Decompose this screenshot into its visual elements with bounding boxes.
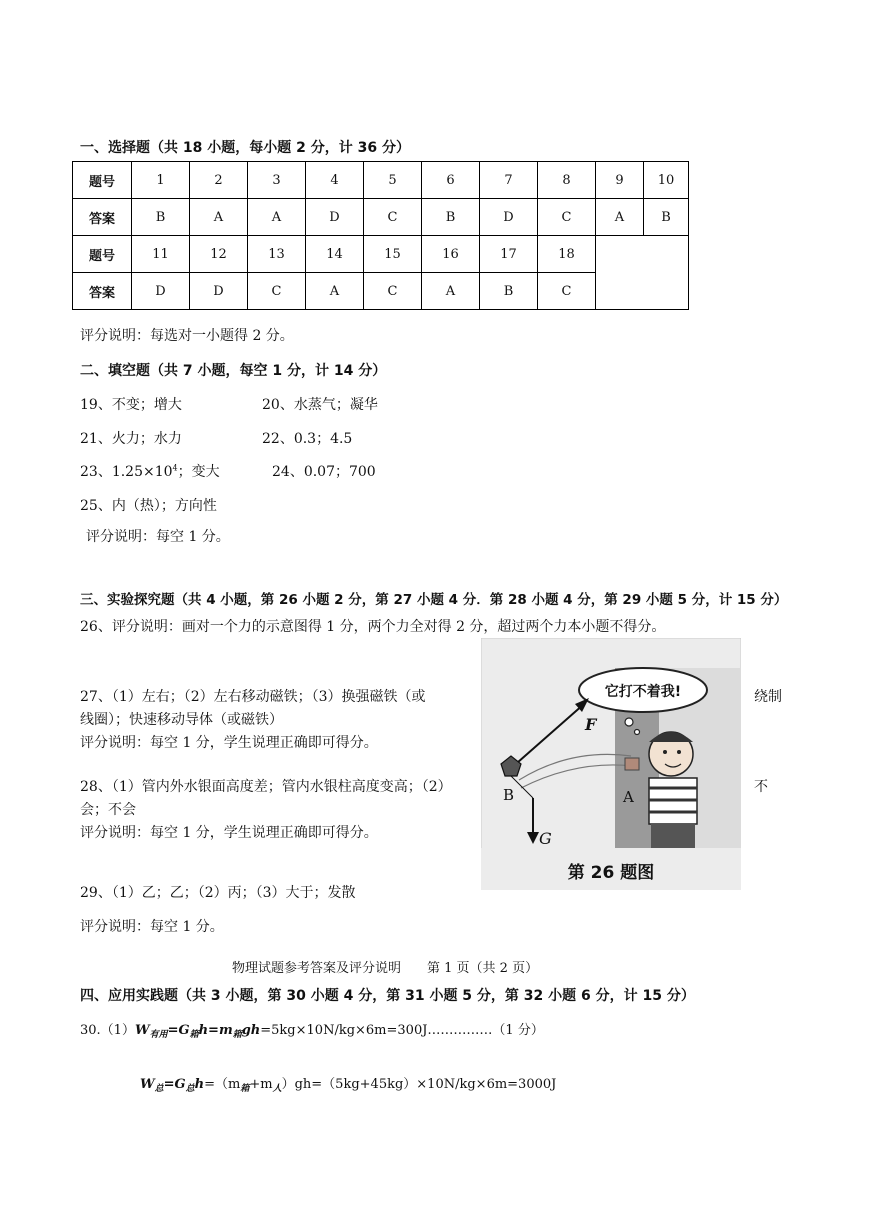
figure-26 xyxy=(481,638,741,890)
cell-ans: B xyxy=(132,199,190,236)
formula-w-total: W xyxy=(140,1077,155,1092)
cell-num: 14 xyxy=(306,236,364,273)
cell-ans: C xyxy=(364,199,422,236)
cell-ans: D xyxy=(306,199,364,236)
answer-30-line1 xyxy=(80,1019,544,1040)
cell-ans: A xyxy=(306,273,364,310)
answer-23-suffix: ；变大 xyxy=(177,464,220,480)
cell-num: 6 xyxy=(422,162,480,199)
cell-num: 10 xyxy=(644,162,689,199)
formula-w: W xyxy=(134,1023,150,1038)
figure-26-illustration xyxy=(481,638,741,890)
cell-num: 7 xyxy=(480,162,538,199)
answer-21: 21、火力；水力 xyxy=(80,431,182,447)
section4-title: 四、应用实践题（共 3 小题，第 30 小题 4 分，第 31 小题 5 分，第 32 小题 6 分，计 15 分） xyxy=(80,988,695,1004)
cell-num: 17 xyxy=(480,236,538,273)
answer-20: 20、水蒸气；凝华 xyxy=(262,397,378,413)
answer-28-line2: 会；不会 xyxy=(80,802,136,818)
cell-ans: C xyxy=(364,273,422,310)
answer-30-prefix: 30.（1） xyxy=(80,1023,135,1038)
cell-ans: D xyxy=(132,273,190,310)
empty-cell xyxy=(596,236,689,310)
cell-ans: D xyxy=(190,273,248,310)
cell-num: 4 xyxy=(306,162,364,199)
cell-ans: B xyxy=(422,199,480,236)
cell-ans: D xyxy=(480,199,538,236)
table-row xyxy=(73,236,689,273)
answer-28-right: 不 xyxy=(754,779,768,795)
answer-29: 29、（1）乙；乙；（2）丙；（3）大于；发散 xyxy=(80,885,356,901)
cell-num: 18 xyxy=(538,236,596,273)
cell-num: 16 xyxy=(422,236,480,273)
figure-label-a: A xyxy=(623,788,634,806)
answer-22: 22、0.3；4.5 xyxy=(262,431,353,447)
cell-num: 1 xyxy=(132,162,190,199)
cell-ans: C xyxy=(538,199,596,236)
answer-19: 19、不变；增大 xyxy=(80,397,182,413)
cell-ans: A xyxy=(190,199,248,236)
figure-bubble-text: 它打不着我! xyxy=(604,684,682,700)
cell-ans: A xyxy=(248,199,306,236)
figure-label-f: F xyxy=(585,715,597,734)
answer-26: 26、评分说明：画对一个力的示意图得 1 分，两个力全对得 2 分，超过两个力本小题不得分。 xyxy=(80,619,666,635)
formula-eq1: =G xyxy=(167,1023,190,1038)
section1-title: 一、选择题（共 18 小题，每小题 2 分，计 36 分） xyxy=(80,140,410,156)
row-label-num: 题号 xyxy=(73,162,132,199)
formula-total-eq1: =G xyxy=(163,1077,186,1092)
cell-num: 5 xyxy=(364,162,422,199)
formula-m-sub: 箱 xyxy=(232,1030,242,1040)
answer-23-value: 23、1.25×10 xyxy=(80,464,173,480)
figure-label-g: G xyxy=(539,829,552,848)
cell-num: 12 xyxy=(190,236,248,273)
answer-table xyxy=(72,161,689,310)
formula-total-eq2: h xyxy=(194,1077,205,1092)
row-label-ans: 答案 xyxy=(73,199,132,236)
cell-num: 15 xyxy=(364,236,422,273)
cell-num: 11 xyxy=(132,236,190,273)
cell-ans: C xyxy=(248,273,306,310)
table-row xyxy=(73,199,689,236)
formula-eq3: gh xyxy=(241,1023,261,1038)
figure-caption: 第 26 题图 xyxy=(567,863,655,883)
answer-29-note: 评分说明：每空 1 分。 xyxy=(80,919,224,935)
formula-result: =5kg×10N/kg×6m=300J……………（1 分） xyxy=(260,1023,544,1038)
answer-28-line1: 28、（1）管内外水银面高度差；管内水银柱高度变高；（2） xyxy=(80,779,452,795)
figure-label-b: B xyxy=(503,786,515,804)
section2-title: 二、填空题（共 7 小题，每空 1 分，计 14 分） xyxy=(80,363,387,379)
answer-27-note: 评分说明：每空 1 分，学生说理正确即可得分。 xyxy=(80,735,378,751)
answer-30-line2 xyxy=(140,1073,556,1094)
answer-27-line2: 线圈）；快速移动导体（或磁铁） xyxy=(80,712,283,728)
cell-num: 3 xyxy=(248,162,306,199)
formula-g-sub: 箱 xyxy=(189,1030,199,1040)
section3-title: 三、实验探究题（共 4 小题，第 26 小题 2 分，第 27 小题 4 分．第 28 小题 4 分，第 29 小题 5 分，计 15 分） xyxy=(80,592,788,608)
answer-27-line1: 27、（1）左右；（2）左右移动磁铁；（3）换强磁铁（或 xyxy=(80,689,426,705)
formula-total-part1: =（m xyxy=(204,1077,241,1092)
page-footer: 物理试题参考答案及评分说明 第 1 页（共 2 页） xyxy=(232,961,539,976)
row-label-ans: 答案 xyxy=(73,273,132,310)
answer-23 xyxy=(80,461,220,481)
formula-total-result: ）gh=（5kg+45kg）×10N/kg×6m=3000J xyxy=(281,1077,557,1092)
cell-num: 8 xyxy=(538,162,596,199)
cell-num: 13 xyxy=(248,236,306,273)
formula-w-sub: 有用 xyxy=(149,1030,168,1040)
answer-25: 25、内（热）；方向性 xyxy=(80,498,217,514)
section2-note: 评分说明：每空 1 分。 xyxy=(86,529,230,545)
cell-ans: B xyxy=(480,273,538,310)
formula-m2-sub: 人 xyxy=(272,1084,282,1094)
formula-g-total-sub: 总 xyxy=(185,1084,195,1094)
formula-eq2: h=m xyxy=(198,1023,233,1038)
answer-27-right: 绕制 xyxy=(754,689,782,705)
answer-24: 24、0.07；700 xyxy=(272,464,376,480)
formula-plus: +m xyxy=(249,1077,273,1092)
table-row xyxy=(73,162,689,199)
row-label-num: 题号 xyxy=(73,236,132,273)
cell-ans: A xyxy=(422,273,480,310)
cell-ans: A xyxy=(596,199,644,236)
formula-w-total-sub: 总 xyxy=(154,1084,164,1094)
section1-note: 评分说明：每选对一小题得 2 分。 xyxy=(80,328,294,344)
cell-num: 9 xyxy=(596,162,644,199)
answer-23-exponent: 4 xyxy=(172,463,178,473)
cell-ans: B xyxy=(644,199,689,236)
cell-ans: C xyxy=(538,273,596,310)
answer-28-note: 评分说明：每空 1 分，学生说理正确即可得分。 xyxy=(80,825,378,841)
formula-m1-sub: 箱 xyxy=(240,1084,250,1094)
cell-num: 2 xyxy=(190,162,248,199)
